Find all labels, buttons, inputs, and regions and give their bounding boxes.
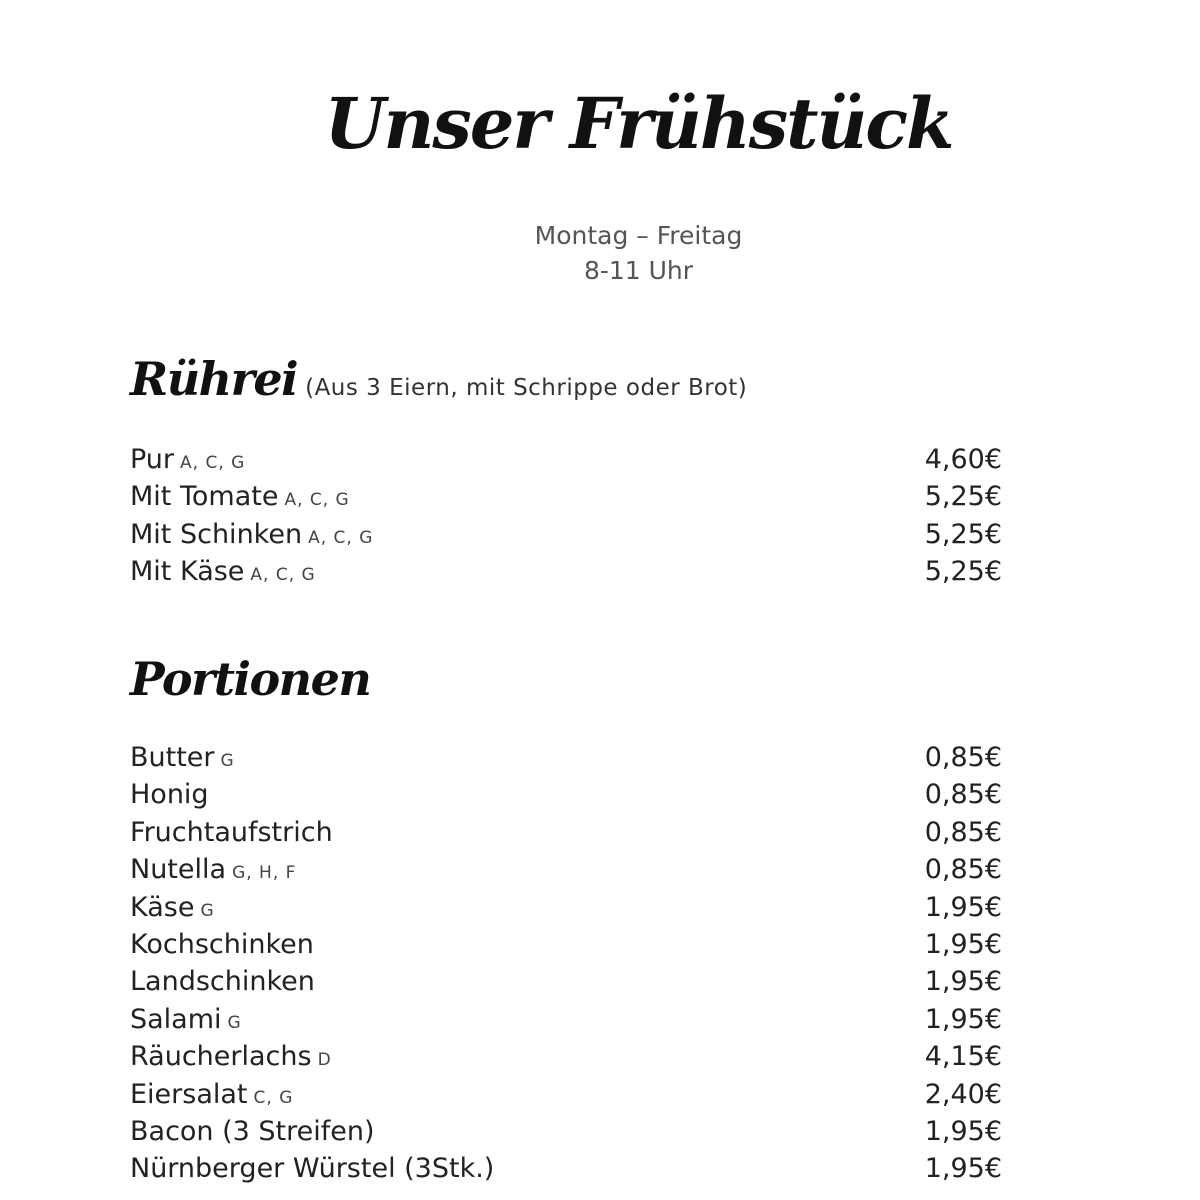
menu-item-name: Honig bbox=[130, 779, 209, 811]
menu-item-allergens: A, C, G bbox=[250, 565, 316, 586]
menu-item bbox=[130, 929, 1002, 966]
menu-item-name-group bbox=[130, 1153, 494, 1184]
menu-item bbox=[130, 481, 1002, 518]
page-title: Unser Frühstück bbox=[324, 82, 953, 165]
menu-item-price: 2,40€ bbox=[924, 1078, 1002, 1110]
menu-item-allergens: G bbox=[220, 751, 235, 771]
menu-item-name-group bbox=[130, 444, 245, 475]
section-header-portionen bbox=[130, 652, 370, 706]
menu-item bbox=[130, 556, 1002, 593]
menu-item-name: Nürnberger Würstel (3Stk.) bbox=[130, 1153, 495, 1185]
section-note: (Aus 3 Eiern, mit Schrippe oder Brot) bbox=[305, 375, 748, 401]
menu-item-price: 0,85€ bbox=[924, 816, 1002, 848]
menu-item-name: Bacon (3 Streifen) bbox=[130, 1115, 375, 1147]
menu-item-allergens: G bbox=[200, 900, 215, 921]
menu-item bbox=[130, 1041, 1002, 1078]
menu-item-price: 0,85€ bbox=[924, 854, 1002, 886]
menu-item-name: Eiersalat bbox=[130, 1078, 248, 1110]
menu-item bbox=[130, 1004, 1002, 1041]
menu-item-name-group bbox=[130, 742, 235, 773]
menu-list-ruehrei bbox=[130, 444, 1002, 594]
menu-item-price: 0,85€ bbox=[924, 742, 1002, 773]
menu-item-price: 1,95€ bbox=[924, 928, 1002, 960]
menu-item-price: 5,25€ bbox=[924, 556, 1002, 588]
menu-item-name: Nutella bbox=[130, 854, 227, 886]
menu-item-name-group bbox=[130, 1004, 242, 1035]
menu-item-price: 0,85€ bbox=[924, 779, 1002, 811]
menu-item-name-group bbox=[130, 556, 316, 587]
section-header-ruehrei bbox=[130, 352, 747, 406]
menu-item-price: 1,95€ bbox=[924, 966, 1002, 998]
menu-item-name-group bbox=[130, 481, 350, 512]
menu-item-name: Landschinken bbox=[130, 966, 315, 998]
menu-item-allergens: D bbox=[317, 1050, 332, 1071]
menu-item-allergens: A, C, G bbox=[308, 527, 374, 548]
opening-days: Montag – Freitag bbox=[534, 221, 743, 250]
menu-item bbox=[130, 1153, 1002, 1190]
menu-item-name-group bbox=[130, 779, 209, 810]
menu-item bbox=[130, 854, 1002, 891]
menu-item-price: 4,60€ bbox=[924, 444, 1002, 475]
menu-item-name: Butter bbox=[130, 742, 215, 773]
section-title: Rührei bbox=[130, 352, 298, 406]
menu-item-allergens: A, C, G bbox=[180, 453, 246, 473]
menu-item-name-group bbox=[130, 892, 215, 923]
menu-item bbox=[130, 519, 1002, 556]
menu-item-name: Fruchtaufstrich bbox=[130, 816, 333, 848]
menu-item bbox=[130, 892, 1002, 929]
menu-item-allergens: G bbox=[227, 1012, 242, 1033]
menu-item-name: Kochschinken bbox=[130, 928, 314, 960]
menu-item-allergens: G, H, F bbox=[232, 863, 297, 884]
menu-item bbox=[130, 966, 1002, 1003]
menu-item-name: Räucherlachs bbox=[130, 1041, 312, 1073]
menu-item-allergens: A, C, G bbox=[284, 490, 350, 511]
menu-item-name-group bbox=[130, 854, 296, 885]
menu-item bbox=[130, 1116, 1002, 1153]
menu-item-name-group bbox=[130, 1041, 332, 1072]
menu-item-price: 1,95€ bbox=[924, 891, 1002, 923]
menu-item bbox=[130, 779, 1002, 816]
menu-item-allergens: C, G bbox=[253, 1087, 294, 1108]
menu-item-price: 5,25€ bbox=[924, 518, 1002, 550]
menu-item-name-group bbox=[130, 1079, 293, 1110]
section-title: Portionen bbox=[130, 652, 371, 706]
menu-item-name: Pur bbox=[130, 444, 175, 475]
menu-item-name-group bbox=[130, 519, 373, 550]
menu-item-name: Käse bbox=[130, 891, 195, 923]
menu-item-price: 4,15€ bbox=[924, 1041, 1002, 1073]
menu-list-portionen bbox=[130, 742, 1002, 1191]
menu-item-price: 1,95€ bbox=[924, 1115, 1002, 1147]
menu-item bbox=[130, 817, 1002, 854]
menu-item bbox=[130, 444, 1002, 481]
menu-item-name-group bbox=[130, 966, 315, 997]
menu-item-name: Salami bbox=[130, 1003, 222, 1035]
opening-hours bbox=[0, 218, 1200, 288]
opening-time: 8-11 Uhr bbox=[583, 256, 694, 285]
menu-item bbox=[130, 1079, 1002, 1116]
menu-item-name-group bbox=[130, 1116, 375, 1147]
menu-item-name-group bbox=[130, 817, 333, 848]
menu-item-name: Mit Schinken bbox=[130, 518, 303, 550]
menu-item-price: 1,95€ bbox=[924, 1003, 1002, 1035]
menu-item-name: Mit Tomate bbox=[130, 481, 279, 513]
menu-item bbox=[130, 742, 1002, 779]
menu-item-price: 1,95€ bbox=[924, 1153, 1002, 1185]
menu-item-price: 5,25€ bbox=[924, 481, 1002, 513]
menu-item-name: Mit Käse bbox=[130, 556, 245, 588]
menu-item-name-group bbox=[130, 929, 314, 960]
